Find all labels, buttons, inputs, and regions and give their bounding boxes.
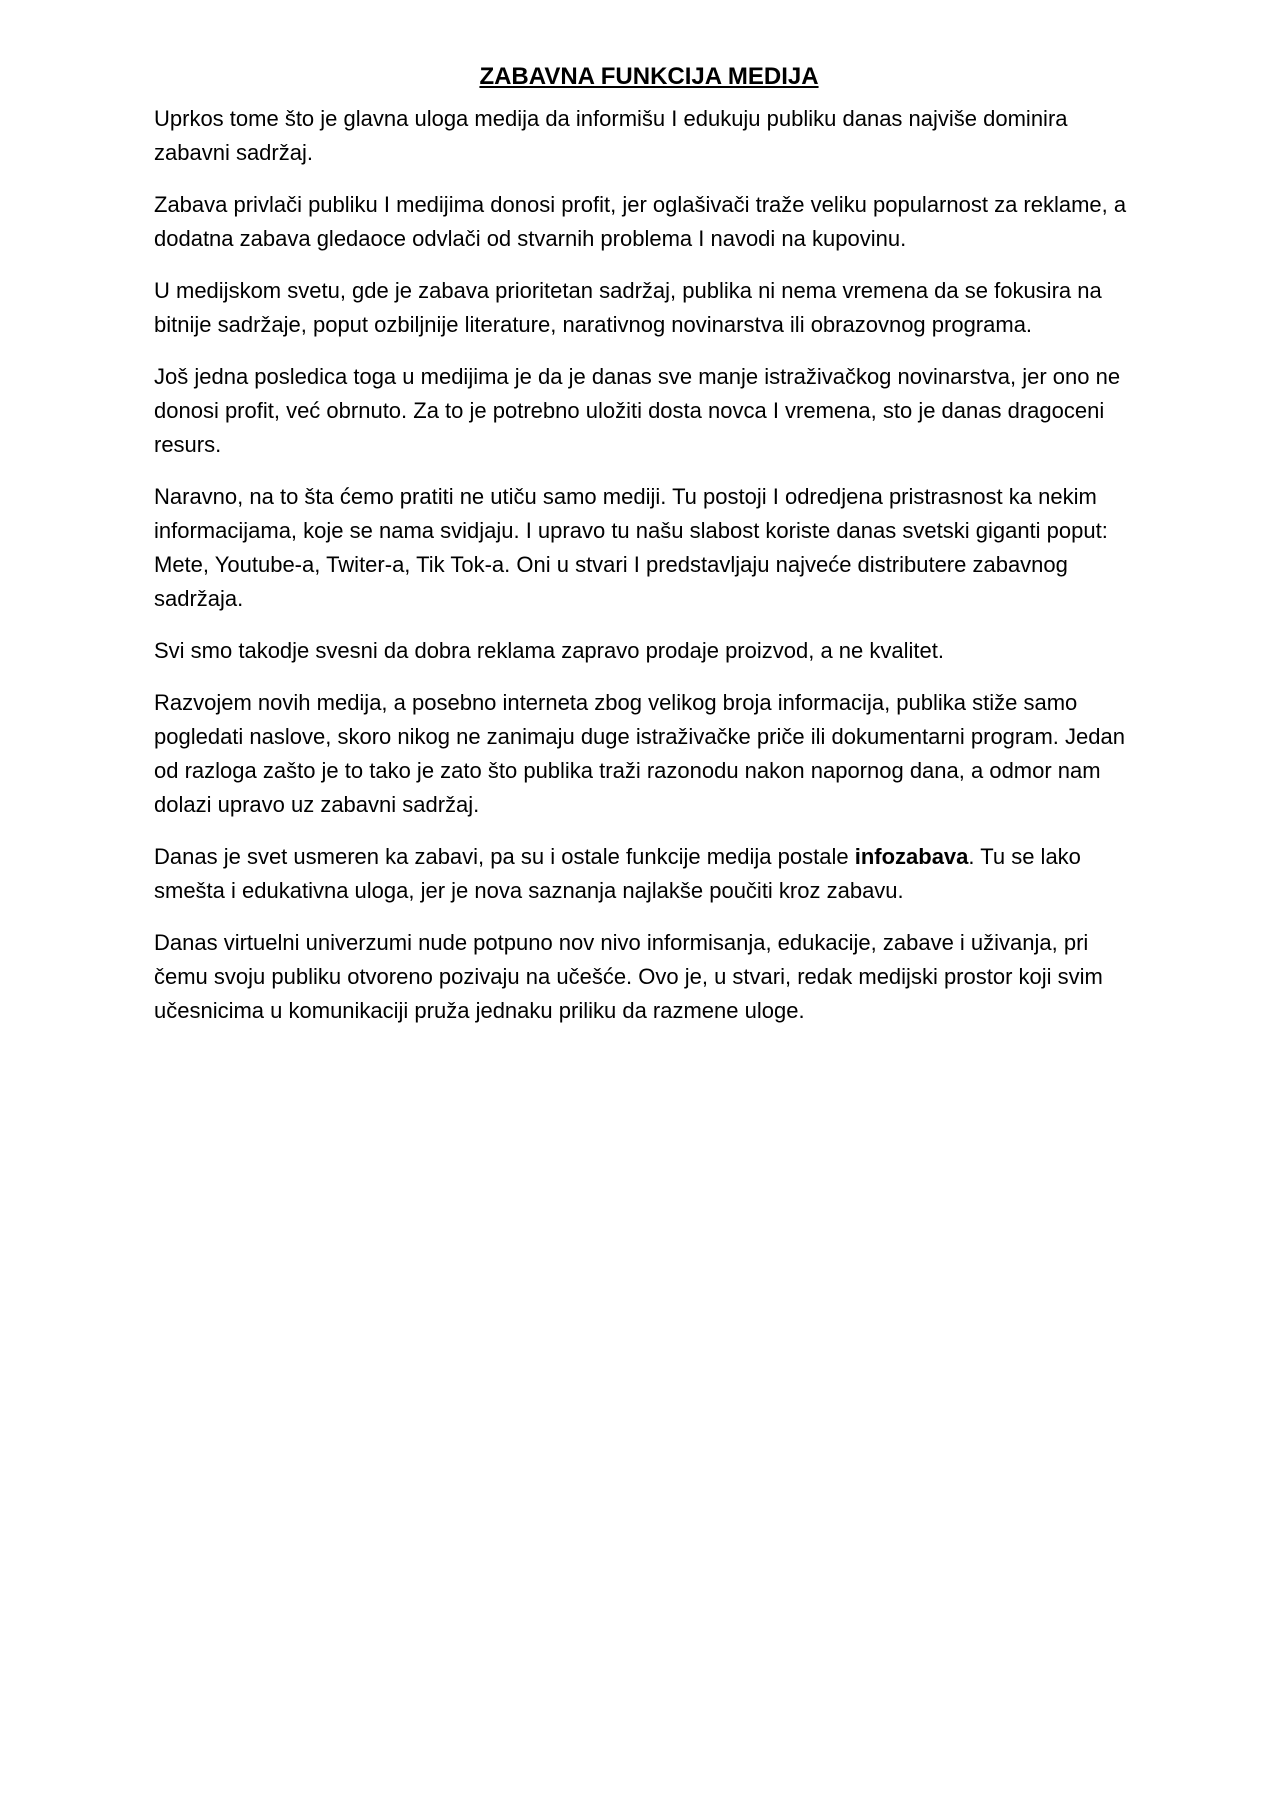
document-title: ZABAVNA FUNKCIJA MEDIJA <box>479 63 819 90</box>
paragraph-1: Uprkos tome što je glavna uloga medija da informišu I edukuju publiku danas najviše dominira zabavni sadržaj. <box>154 106 1068 165</box>
paragraph-7: Razvojem novih medija, a posebno interneta zbog velikog broja informacija, publika stiže samo pogledati naslove, skoro nikog ne zanimaju duge istraživačke priče ili dokumentarni program. Jedan od razloga zašto je to tako je zato što publika traži razonodu nakon napornog dana, a odmor nam dolazi upravo uz zabavni sadržaj. <box>154 690 1125 817</box>
paragraph-8-bold-term: infozabava <box>854 844 969 869</box>
paragraph-5: Naravno, na to šta ćemo pratiti ne utiču samo mediji. Tu postoji I odredjena pristrasnost ka nekim informacijama, koje se nama svidjaju. I upravo tu našu slabost koriste danas svetski giganti poput: Mete, Youtube-a, Twiter-a, Tik Tok-a. Oni u stvari I predstavljaju najveće distributere zabavnog sadržaja. <box>154 484 1108 611</box>
paragraph-6: Svi smo takodje svesni da dobra reklama zapravo prodaje proizvod, a ne kvalitet. <box>154 638 944 663</box>
document-page <box>154 60 1144 1046</box>
paragraph-2: Zabava privlači publiku I medijima donosi profit, jer oglašivači traže veliku popularnost za reklame, a dodatna zabava gledaoce odvlači od stvarnih problema I navodi na kupovinu. <box>154 192 1127 251</box>
paragraph-4: Još jedna posledica toga u medijima je da je danas sve manje istraživačkog novinarstva, jer ono ne donosi profit, već obrnuto. Za to je potrebno uložiti dosta novca I vremena, sto je danas dragoceni resurs. <box>154 364 1121 457</box>
paragraph-8-text-after: . Tu se lako smešta i edukativna uloga, jer je nova saznanja najlakše poučiti kroz zabavu. <box>154 844 1081 903</box>
paragraph-3: U medijskom svetu, gde je zabava prioritetan sadržaj, publika ni nema vremena da se fokusira na bitnije sadržaje, poput ozbiljnije literature, narativnog novinarstva ili obrazovnog programa. <box>154 278 1102 337</box>
paragraph-9: Danas virtuelni univerzumi nude potpuno nov nivo informisanja, edukacije, zabave i uživanja, pri čemu svoju publiku otvoreno pozivaju na učešće. Ovo je, u stvari, redak medijski prostor koji svim učesnicima u komunikaciji pruža jednaku priliku da razmene uloge. <box>154 930 1103 1023</box>
paragraph-8 <box>154 840 1144 908</box>
paragraph-8-text-before: Danas je svet usmeren ka zabavi, pa su i ostale funkcije medija postale <box>154 844 855 869</box>
